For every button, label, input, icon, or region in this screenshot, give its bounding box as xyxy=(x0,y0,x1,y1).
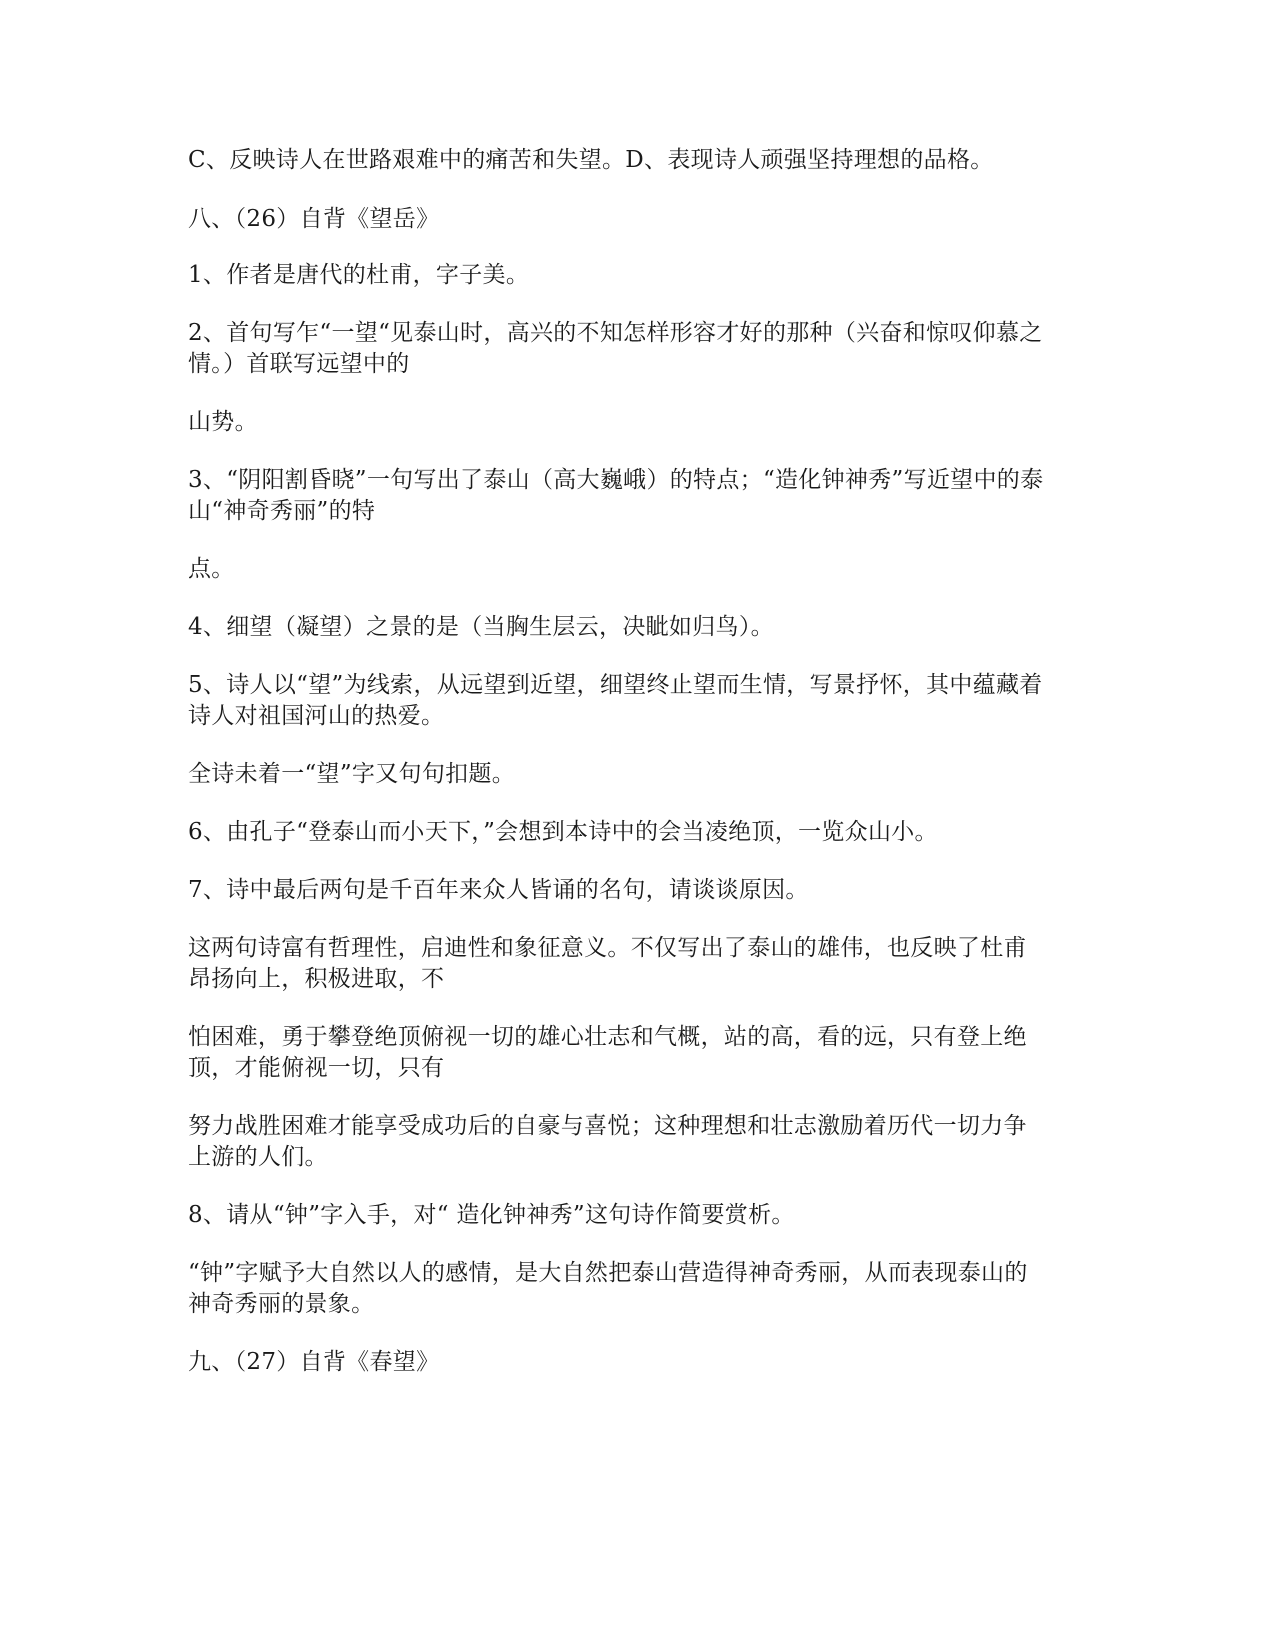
item-2-line-1: 2、首句写乍“一望“见泰山时，高兴的不知怎样形容才好的那种（兴奋和惊叹仰慕之 xyxy=(188,320,1043,346)
item-7-answer-line-2: 昂扬向上，积极进取，不 xyxy=(188,966,445,992)
item-5-line-3: 全诗未着一“望”字又句句扣题。 xyxy=(188,761,516,787)
item-6-line: 6、由孔子“登泰山而小天下，”会想到本诗中的会当凌绝顶，一览众山小。 xyxy=(188,819,938,845)
section-heading-wangyue: 八、（26）自背《望岳》 xyxy=(188,206,440,232)
item-2-line-2: 情。）首联写远望中的 xyxy=(188,351,410,377)
item-7-answer-line-1: 这两句诗富有哲理性，启迪性和象征意义。不仅写出了泰山的雄伟，也反映了杜甫 xyxy=(188,935,1027,961)
item-7-answer-line-4: 顶，才能俯视一切，只有 xyxy=(188,1055,445,1081)
item-7-answer-line-6: 上游的人们。 xyxy=(188,1144,328,1170)
item-2-line-3: 山势。 xyxy=(188,409,258,435)
item-8-question: 8、请从“钟”字入手，对“ 造化钟神秀”这句诗作简要赏析。 xyxy=(188,1202,795,1228)
item-7-answer-line-5: 努力战胜困难才能享受成功后的自豪与喜悦；这种理想和壮志激励着历代一切力争 xyxy=(188,1113,1027,1139)
item-5-line-1: 5、诗人以“望”为线索，从远望到近望，细望终止望而生情，写景抒怀，其中蕴藏着 xyxy=(188,672,1043,698)
item-3-line-1: 3、“阴阳割昏晓”一句写出了泰山（高大巍峨）的特点；“造化钟神秀”写近望中的泰 xyxy=(188,467,1044,493)
item-7-answer-line-3: 怕困难，勇于攀登绝顶俯视一切的雄心壮志和气概，站的高，看的远，只有登上绝 xyxy=(188,1024,1027,1050)
item-8-answer-line-1: “钟”字赋予大自然以人的感情，是大自然把泰山营造得神奇秀丽，从而表现泰山的 xyxy=(188,1260,1028,1286)
item-3-line-3: 点。 xyxy=(188,556,235,582)
item-3-line-2: 山“神奇秀丽”的特 xyxy=(188,498,376,524)
item-7-question: 7、诗中最后两句是千百年来众人皆诵的名句，请谈谈原因。 xyxy=(188,877,809,903)
item-4-line: 4、细望（凝望）之景的是（当胸生层云，决眦如归鸟）。 xyxy=(188,614,774,640)
section-heading-chunwang: 九、（27）自背《春望》 xyxy=(188,1349,440,1375)
item-5-line-2: 诗人对祖国河山的热爱。 xyxy=(188,703,445,729)
item-1-line: 1、作者是唐代的杜甫，字子美。 xyxy=(188,262,530,288)
option-cd-line: C、反映诗人在世路艰难中的痛苦和失望。D、表现诗人顽强坚持理想的品格。 xyxy=(188,147,994,173)
item-8-answer-line-2: 神奇秀丽的景象。 xyxy=(188,1291,375,1317)
